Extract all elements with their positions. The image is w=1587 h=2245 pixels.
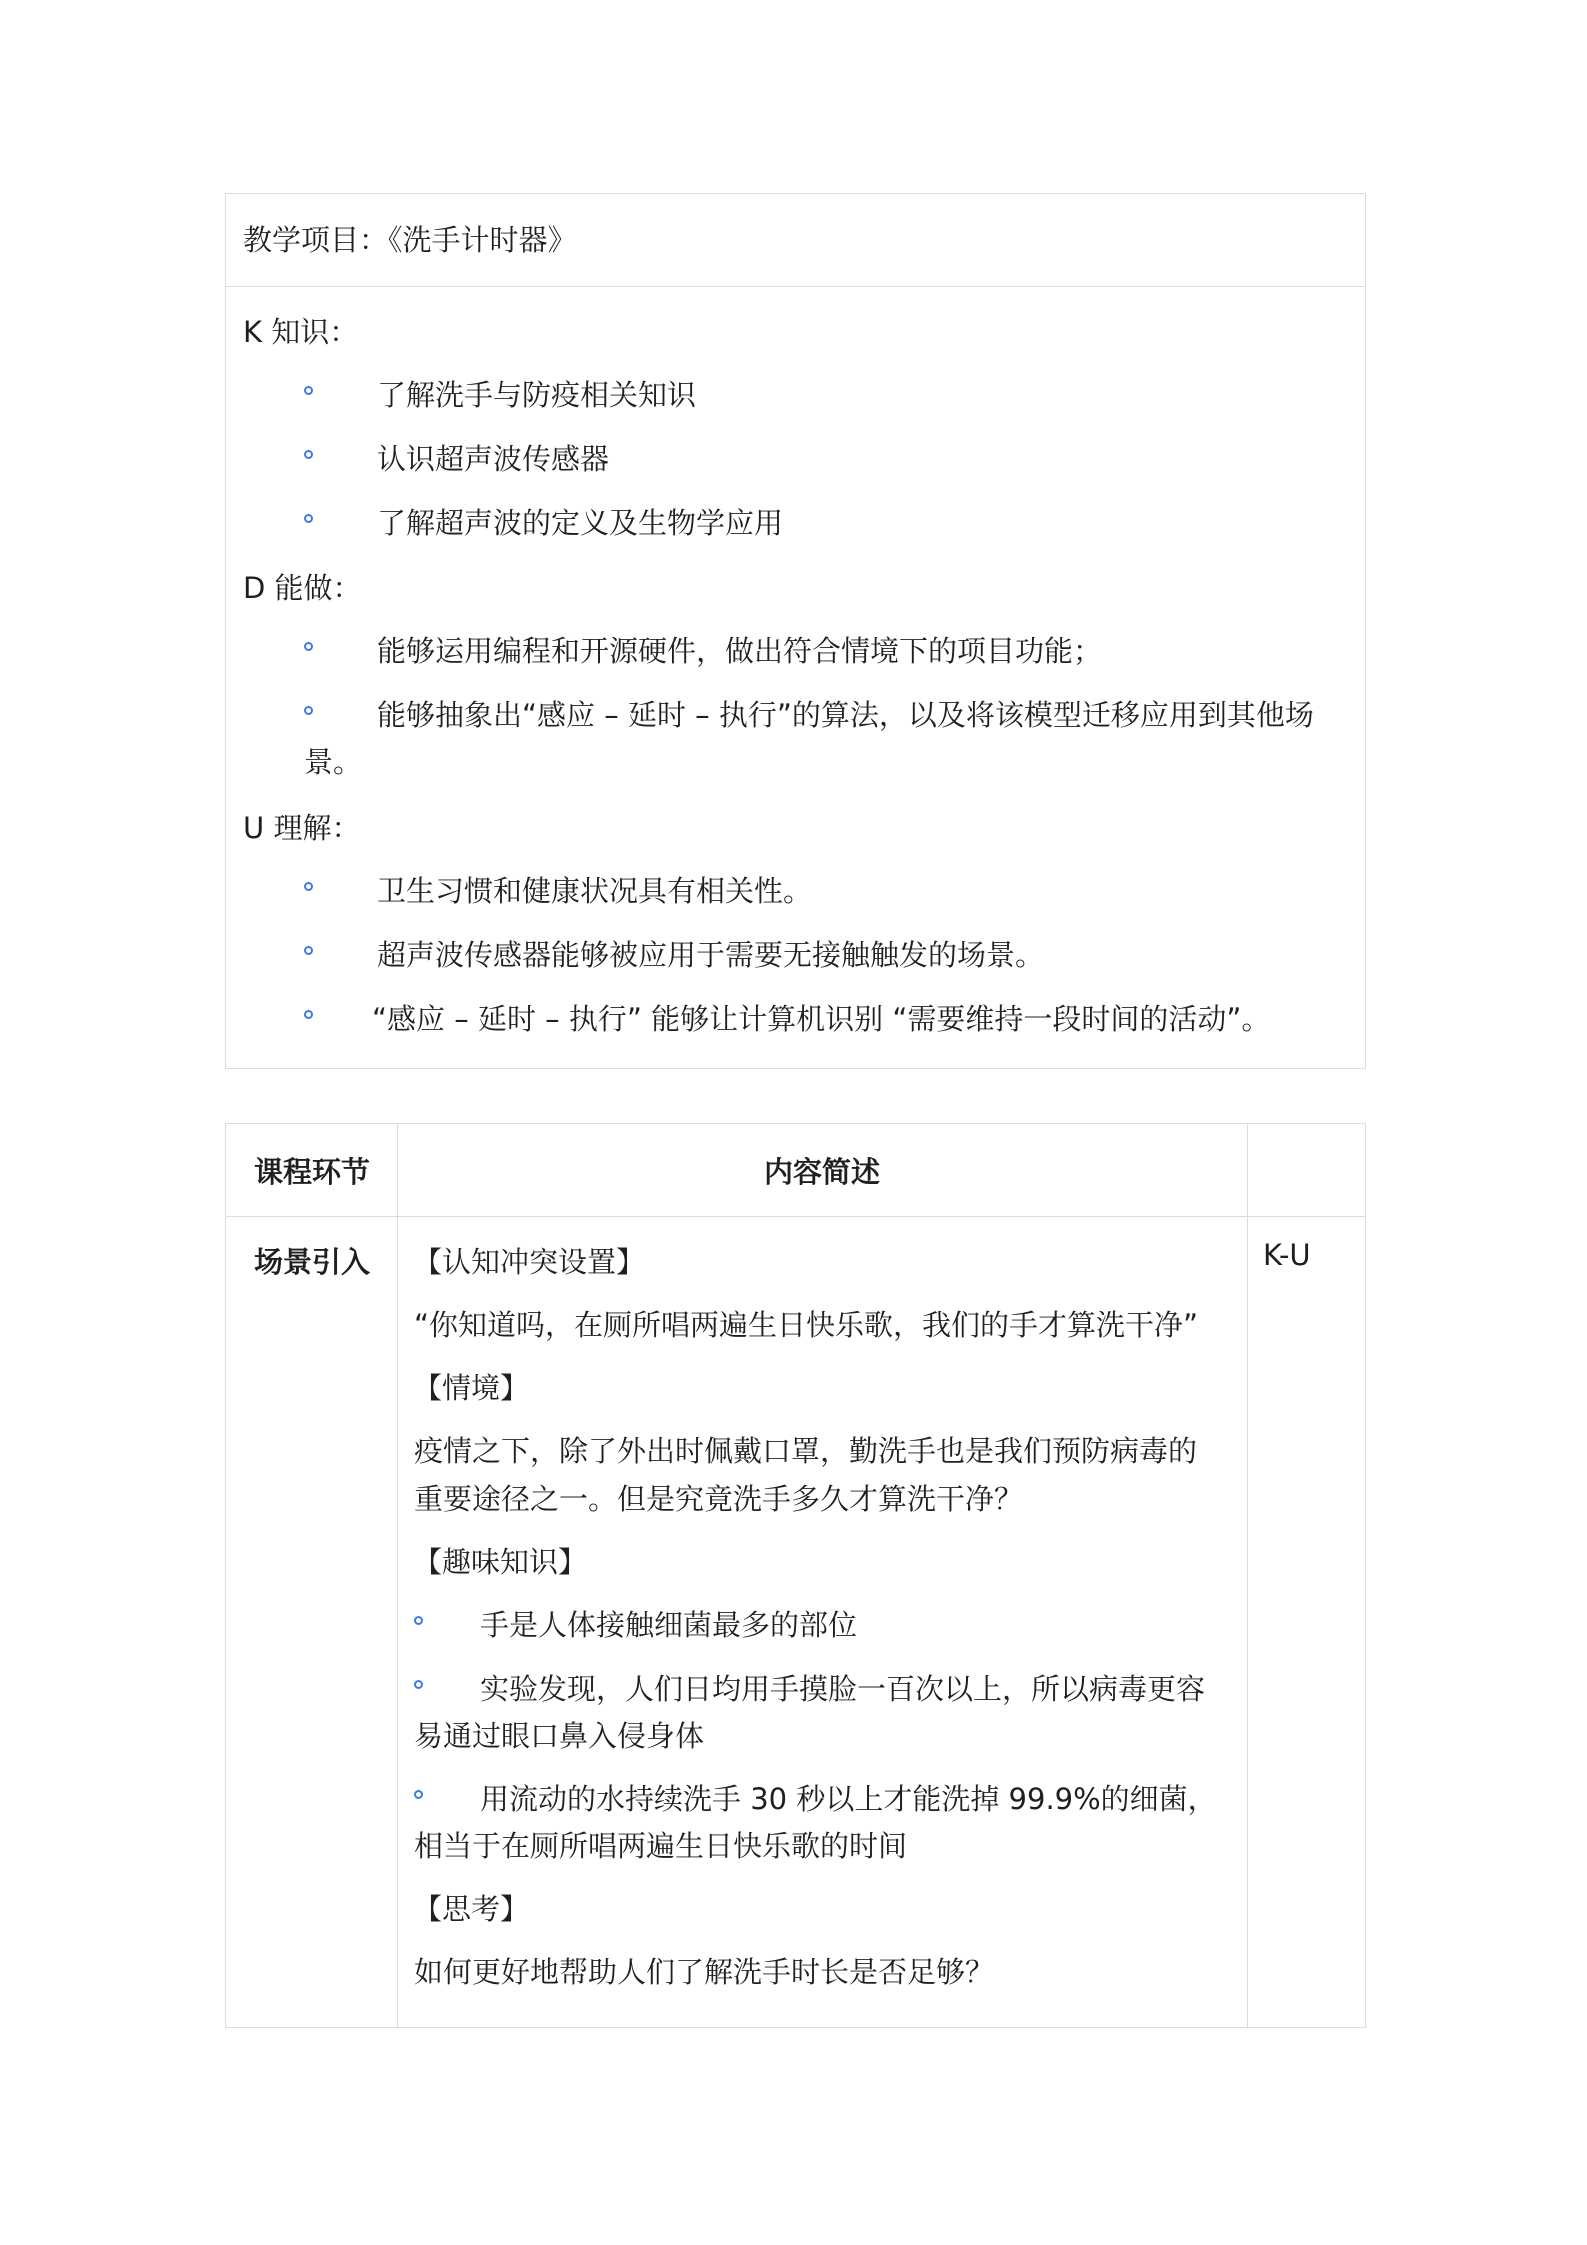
project-title: 教学项目：《洗手计时器》 [226,194,1365,287]
bullet-icon [304,386,313,395]
lesson-table [225,1123,1366,2028]
fact-item-continued: 相当于在厕所唱两遍生日快乐歌的时间 [414,1829,908,1863]
knowledge-item: 认识超声波传感器 [377,442,610,476]
understanding-heading: U 理解： [243,811,361,845]
bullet-icon [304,706,313,715]
bullet-icon [304,946,313,955]
fact-item-continued: 易通过眼口鼻入侵身体 [414,1719,705,1753]
bullet-icon [414,1680,423,1689]
knowledge-item: 了解洗手与防疫相关知识 [377,378,697,412]
bullet-icon [304,1010,313,1019]
bullet-icon [304,514,313,523]
paragraph-line: 疫情之下，除了外出时佩戴口罩，勤洗手也是我们预防病毒的 [414,1434,1198,1468]
header-stage: 课程环节 [254,1155,371,1189]
header-content: 内容简述 [764,1155,881,1189]
bullet-icon [414,1790,423,1799]
fact-item: 用流动的水持续洗手 30 秒以上才能洗掉 99.9%的细菌， [480,1782,1217,1816]
fact-item: 手是人体接触细菌最多的部位 [480,1608,858,1642]
bullet-icon [304,642,313,651]
question-text: 如何更好地帮助人们了解洗手时长是否足够？ [414,1955,995,1989]
fact-item: 实验发现，人们日均用手摸脸一百次以上，所以病毒更容 [480,1672,1206,1706]
knowledge-heading: K 知识： [243,315,359,349]
objectives-box [225,193,1366,1069]
understanding-item: “感应 – 延时 – 执行” 能够让计算机识别 “需要维持一段时间的活动”。 [372,1002,1271,1036]
column-divider [1247,1124,1248,2027]
quote-text: “你知道吗，在厕所唱两遍生日快乐歌，我们的手才算洗干净” [414,1308,1199,1342]
skills-item: 能够抽象出“感应 – 延时 – 执行”的算法，以及将该模型迁移应用到其他场 [377,698,1314,732]
column-divider [397,1124,398,2027]
bullet-icon [304,882,313,891]
section-heading: 【认知冲突设置】 [413,1245,646,1279]
skills-heading: D 能做： [243,571,362,605]
section-heading: 【情境】 [413,1371,530,1405]
understanding-item: 超声波传感器能够被应用于需要无接触触发的场景。 [377,938,1045,972]
understanding-item: 卫生习惯和健康状况具有相关性。 [377,874,813,908]
knowledge-item: 了解超声波的定义及生物学应用 [377,506,784,540]
row-stage: 场景引入 [254,1245,371,1279]
bullet-icon [414,1616,423,1625]
skills-item-continued: 景。 [304,745,363,779]
section-heading: 【趣味知识】 [413,1545,588,1579]
section-heading: 【思考】 [413,1892,530,1926]
bullet-icon [304,450,313,459]
paragraph-line: 重要途径之一。但是究竟洗手多久才算洗干净？ [414,1482,1024,1516]
row-tag: K-U [1263,1238,1311,1272]
header-divider [226,1216,1365,1217]
skills-item: 能够运用编程和开源硬件，做出符合情境下的项目功能； [377,634,1103,668]
